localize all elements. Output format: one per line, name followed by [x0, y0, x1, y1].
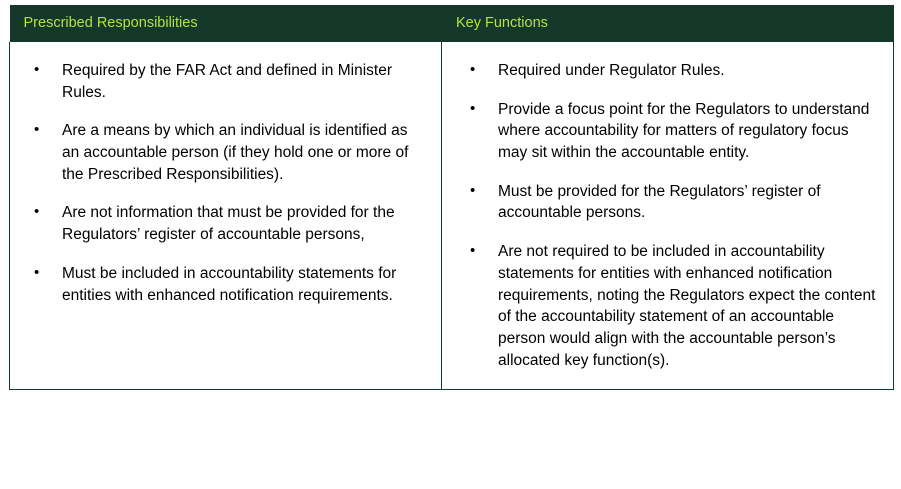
column-header-prescribed-responsibilities: Prescribed Responsibilities	[10, 5, 442, 42]
comparison-table	[9, 5, 894, 390]
list-item: • Provide a focus point for the Regulators to understand where accountability for matters of regulatory focus may sit within the accountable entity.	[496, 99, 877, 164]
table-body	[10, 42, 894, 390]
table-header-row	[10, 5, 894, 42]
list-item: • Are not required to be included in accountability statements for entities with enhanced notification requirements, noting the Regulators expect the content of the accountability statement of an accountable person would align with the accountable person’s allocated key function(s).	[496, 241, 877, 371]
list-item: • Required under Regulator Rules.	[496, 60, 877, 82]
list-item: • Are not information that must be provided for the Regulators’ register of accountable persons,	[60, 202, 425, 245]
bullet-list-prescribed-responsibilities	[10, 42, 441, 324]
column-header-key-functions: Key Functions	[442, 5, 894, 42]
list-item: • Must be included in accountability statements for entities with enhanced notification requirements.	[60, 263, 425, 306]
cell-key-functions	[442, 42, 894, 390]
comparison-table-container	[0, 5, 901, 489]
table-header	[10, 5, 894, 42]
list-item: • Required by the FAR Act and defined in Minister Rules.	[60, 60, 425, 103]
list-item: • Must be provided for the Regulators’ register of accountable persons.	[496, 181, 877, 224]
list-item: • Are a means by which an individual is identified as an accountable person (if they hold one or more of the Prescribed Responsibilities).	[60, 120, 425, 185]
cell-prescribed-responsibilities	[10, 42, 442, 390]
bullet-list-key-functions	[442, 42, 893, 389]
table-row	[10, 42, 894, 390]
